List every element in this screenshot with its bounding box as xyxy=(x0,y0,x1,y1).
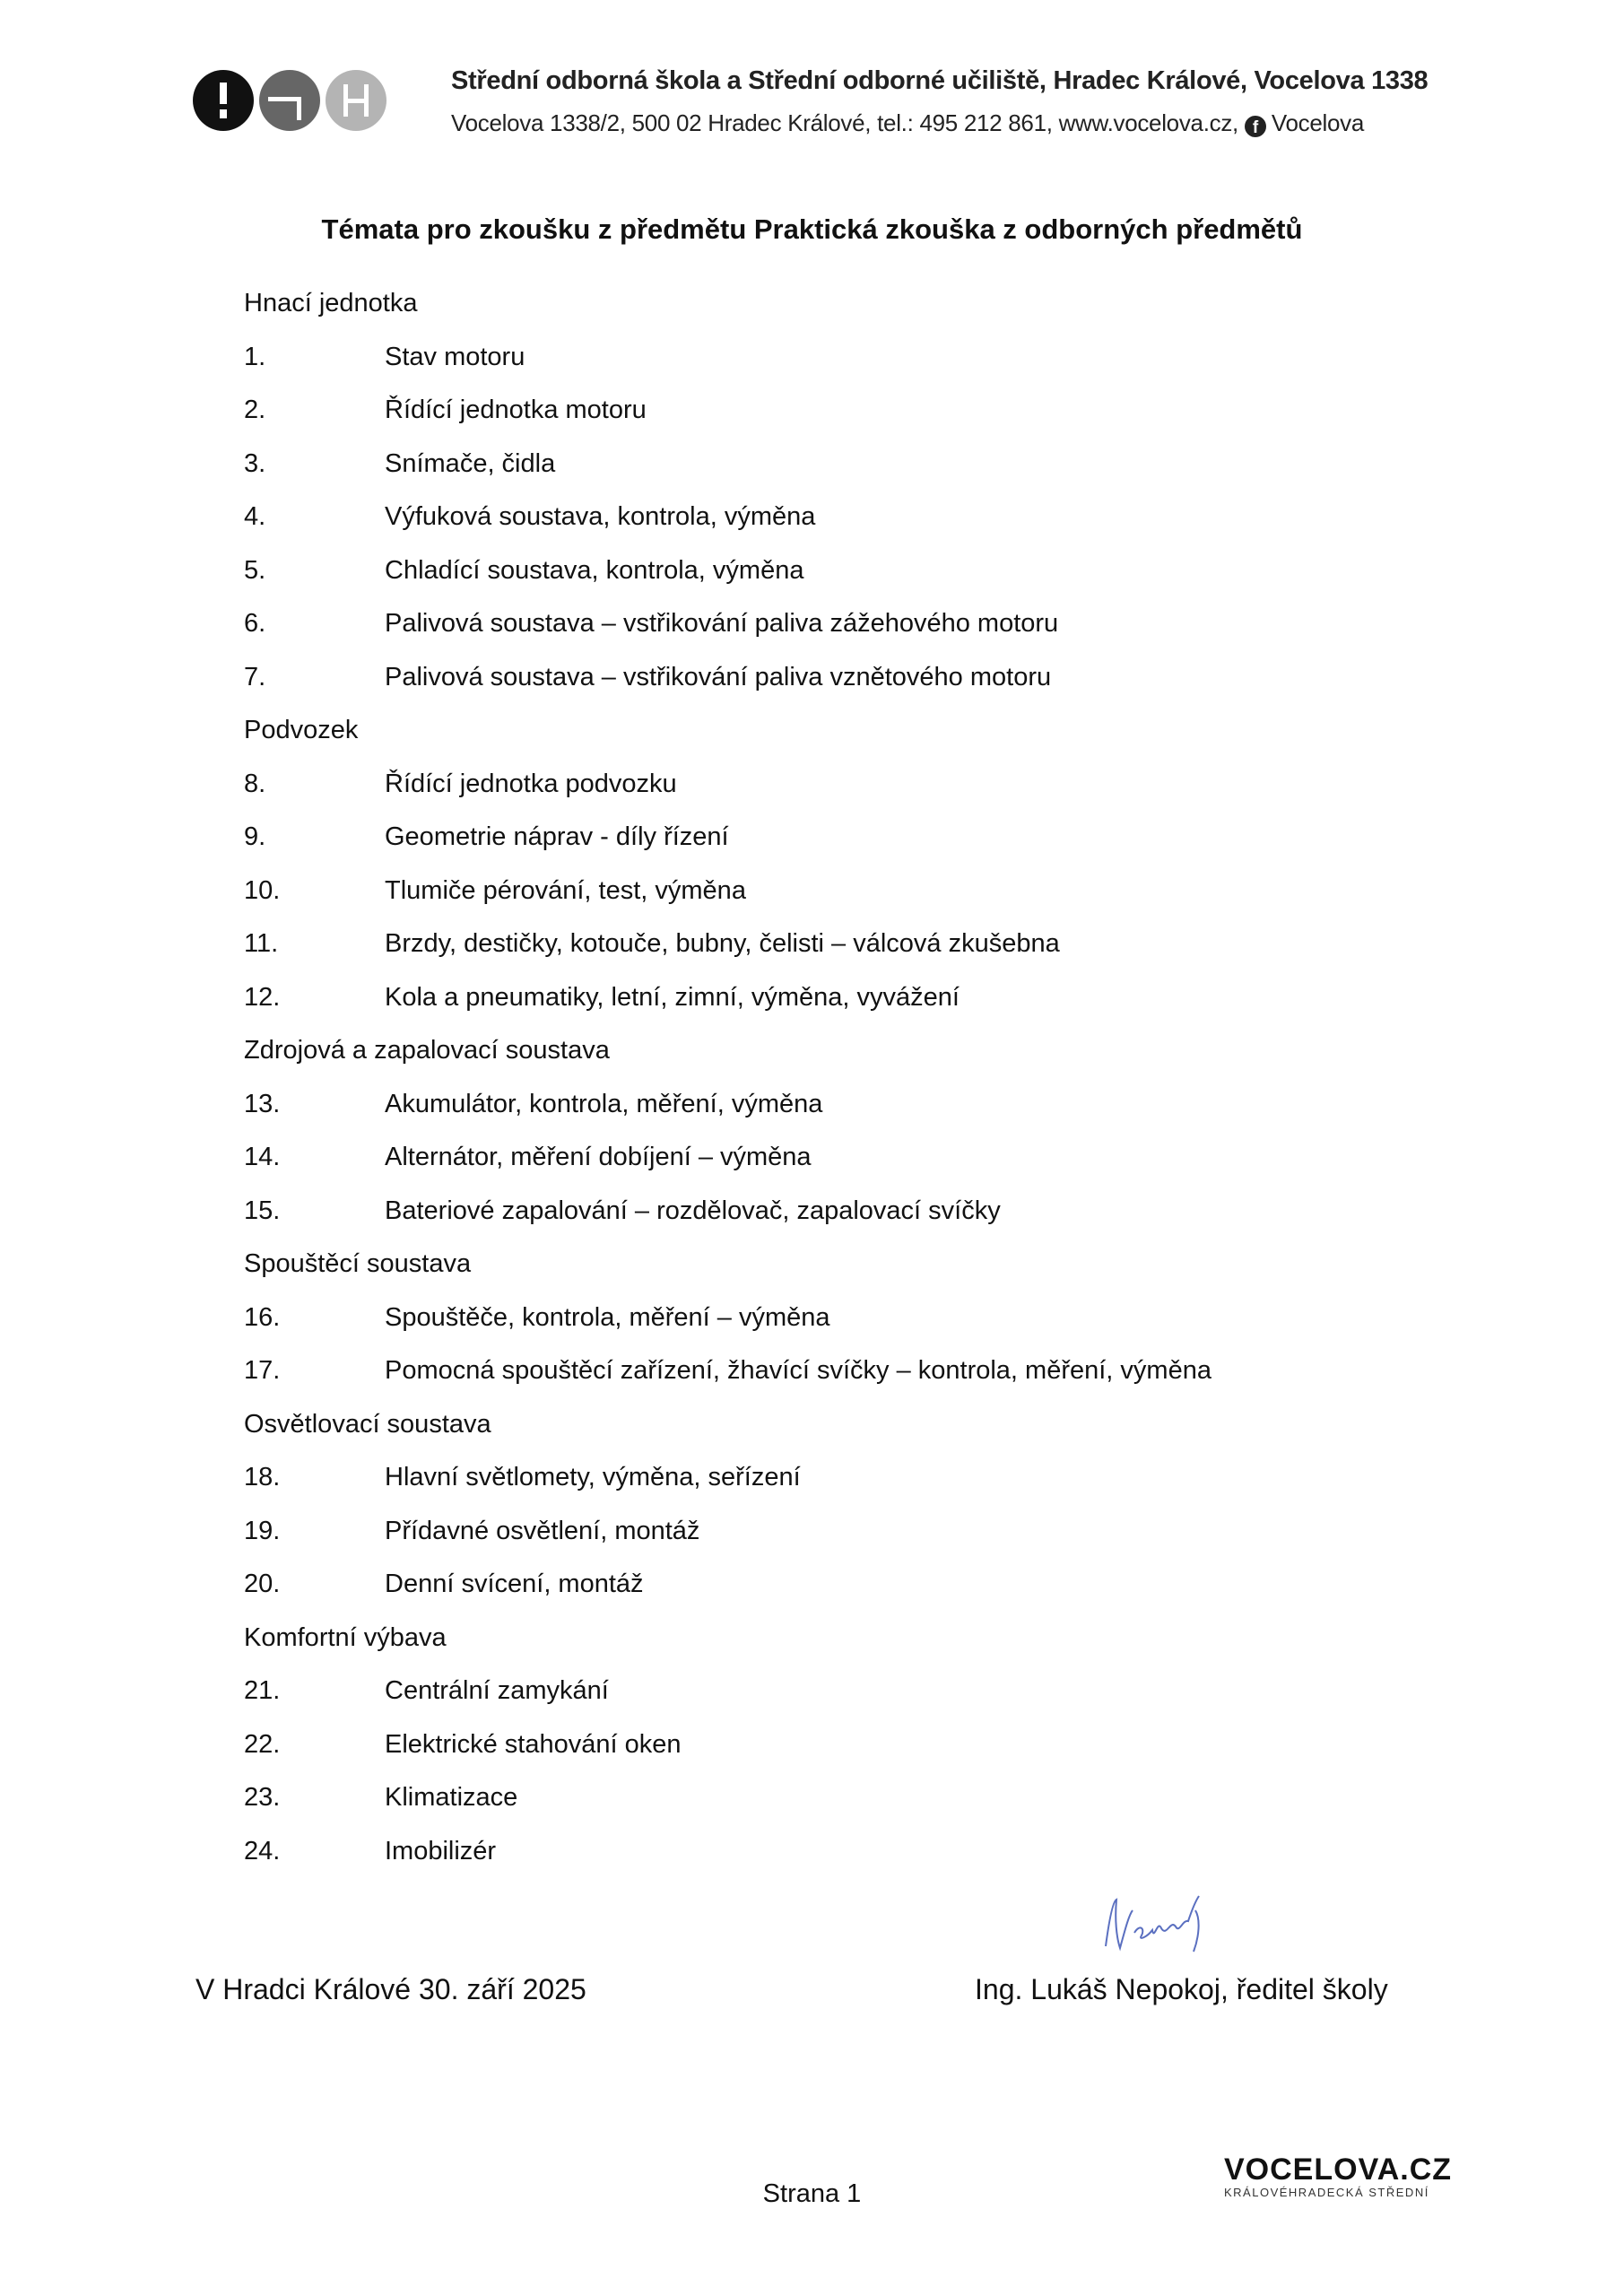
item-number: 3. xyxy=(244,448,266,478)
item-text: Denní svícení, montáž xyxy=(385,1570,644,1598)
school-contact xyxy=(451,109,1364,137)
footer-logo-main: VOCELOVA.CZ xyxy=(1224,2152,1453,2187)
list-item xyxy=(244,438,1211,491)
list-item xyxy=(244,1344,1211,1398)
item-number: 7. xyxy=(244,662,266,691)
list-item xyxy=(244,1451,1211,1505)
item-text: Kola a pneumatiky, letní, zimní, výměna, vyvážení xyxy=(385,982,960,1012)
list-item xyxy=(244,1771,1211,1825)
facebook-label: Vocelova xyxy=(1271,109,1365,136)
signatory-name: Ing. Lukáš Nepokoj, ředitel školy xyxy=(975,1973,1388,2005)
item-number: 12. xyxy=(244,982,281,1012)
list-item xyxy=(244,491,1211,544)
school-logo xyxy=(193,70,386,131)
item-text: Palivová soustava – vstřikování paliva zážehového motoru xyxy=(385,609,1059,638)
item-number: 5. xyxy=(244,555,266,585)
item-number: 14. xyxy=(244,1143,281,1171)
item-text: Přídavné osvětlení, montáž xyxy=(385,1516,700,1545)
item-text: Chladící soustava, kontrola, výměna xyxy=(385,555,804,585)
logo-circle-icon xyxy=(259,70,320,131)
place-date: V Hradci Králové 30. září 2025 xyxy=(195,1973,586,2005)
item-number: 22. xyxy=(244,1729,281,1759)
page-number: Strana 1 xyxy=(762,2179,862,2208)
school-name: Střední odborná škola a Střední odborné učiliště, Hradec Králové, Vocelova 1338 xyxy=(451,66,1429,95)
item-number: 21. xyxy=(244,1676,281,1705)
footer-logo xyxy=(1224,2152,1452,2199)
item-text: Stav motoru xyxy=(385,342,525,371)
list-item xyxy=(244,544,1211,598)
item-number: 15. xyxy=(244,1196,281,1225)
topic-list xyxy=(244,277,1211,1878)
item-text: Řídící jednotka podvozku xyxy=(385,769,677,798)
item-text: Geometrie náprav - díly řízení xyxy=(385,822,729,851)
item-number: 13. xyxy=(244,1089,281,1118)
item-text: Spouštěče, kontrola, měření – výměna xyxy=(385,1302,830,1332)
list-item xyxy=(244,1185,1211,1239)
list-item xyxy=(244,651,1211,705)
list-item xyxy=(244,384,1211,438)
signature xyxy=(1090,1883,1224,1964)
list-item xyxy=(244,865,1211,918)
item-number: 19. xyxy=(244,1516,281,1545)
section-heading: Podvozek xyxy=(244,716,359,744)
item-text: Hlavní světlomety, výměna, seřízení xyxy=(385,1463,801,1492)
list-item xyxy=(244,1825,1211,1879)
item-number: 11. xyxy=(244,929,279,958)
list-item xyxy=(244,811,1211,865)
footer-logo-sub: KRÁLOVÉHRADECKÁ STŘEDNÍ xyxy=(1224,2186,1429,2199)
item-number: 2. xyxy=(244,396,266,424)
item-text: Centrální zamykání xyxy=(385,1676,609,1705)
item-text: Alternátor, měření dobíjení – výměna xyxy=(385,1143,812,1171)
section-heading: Osvětlovací soustava xyxy=(244,1409,491,1439)
item-number: 10. xyxy=(244,875,281,905)
list-item xyxy=(244,1558,1211,1612)
item-text: Akumulátor, kontrola, měření, výměna xyxy=(385,1089,823,1118)
item-text: Palivová soustava – vstřikování paliva vznětového motoru xyxy=(385,662,1052,691)
section-heading: Hnací jednotka xyxy=(244,289,418,317)
item-number: 18. xyxy=(244,1463,281,1492)
item-number: 16. xyxy=(244,1302,281,1332)
list-item xyxy=(244,1505,1211,1559)
item-number: 4. xyxy=(244,502,266,531)
section-heading: Spouštěcí soustava xyxy=(244,1249,472,1278)
logo-circle-icon xyxy=(193,70,254,131)
item-text: Řídící jednotka motoru xyxy=(385,396,647,424)
item-number: 24. xyxy=(244,1836,281,1866)
item-number: 17. xyxy=(244,1356,281,1385)
list-item xyxy=(244,971,1211,1025)
facebook-icon: f xyxy=(1245,116,1266,137)
list-item xyxy=(244,1292,1211,1345)
logo-circle-icon xyxy=(326,70,386,131)
item-number: 1. xyxy=(244,342,266,371)
item-text: Klimatizace xyxy=(385,1783,518,1812)
item-text: Brzdy, destičky, kotouče, bubny, čelisti – válcová zkušebna xyxy=(385,929,1060,958)
item-text: Snímače, čidla xyxy=(385,448,556,478)
item-number: 20. xyxy=(244,1570,281,1598)
item-number: 23. xyxy=(244,1783,281,1812)
item-number: 9. xyxy=(244,822,266,851)
item-text: Pomocná spouštěcí zařízení, žhavící svíčky – kontrola, měření, výměna xyxy=(385,1356,1211,1385)
list-item xyxy=(244,918,1211,971)
item-number: 8. xyxy=(244,769,266,798)
list-item xyxy=(244,1131,1211,1185)
address-line: Vocelova 1338/2, 500 02 Hradec Králové, tel.: 495 212 861, www.vocelova.cz, xyxy=(451,109,1238,136)
list-item xyxy=(244,1078,1211,1132)
list-item xyxy=(244,1718,1211,1772)
item-text: Výfuková soustava, kontrola, výměna xyxy=(385,502,816,531)
list-item xyxy=(244,1665,1211,1718)
item-text: Tlumiče pérování, test, výměna xyxy=(385,875,746,905)
item-number: 6. xyxy=(244,609,266,638)
document-title: Témata pro zkoušku z předmětu Praktická zkouška z odborných předmětů xyxy=(321,213,1303,245)
section-heading: Zdrojová a zapalovací soustava xyxy=(244,1036,610,1065)
list-item xyxy=(244,597,1211,651)
section-heading: Komfortní výbava xyxy=(244,1622,447,1652)
item-text: Imobilizér xyxy=(385,1836,497,1866)
list-item xyxy=(244,331,1211,385)
item-text: Bateriové zapalování – rozdělovač, zapalovací svíčky xyxy=(385,1196,1001,1225)
item-text: Elektrické stahování oken xyxy=(385,1729,682,1759)
list-item xyxy=(244,758,1211,812)
